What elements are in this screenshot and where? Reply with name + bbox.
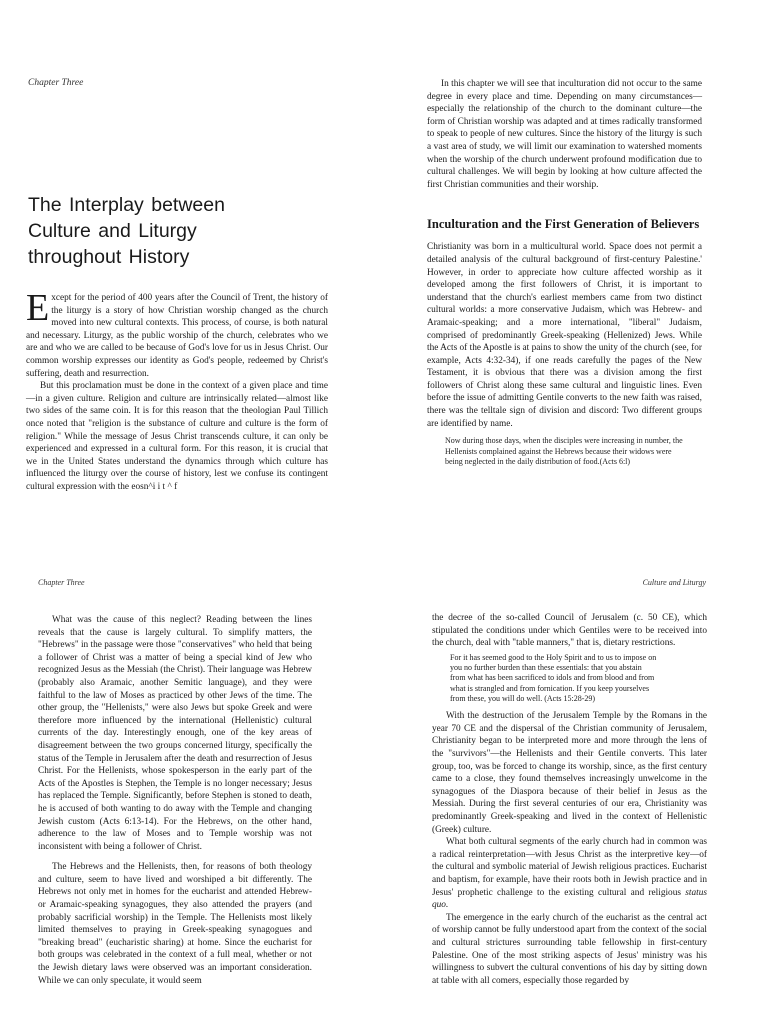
drop-cap: E: [26, 287, 50, 329]
running-head-bottom-left: Chapter Three: [38, 578, 85, 587]
chapter-title: [28, 192, 358, 270]
opening-paragraph: [26, 287, 328, 380]
quote-line: from what has been sacrificed to idols and from blood and from: [450, 673, 655, 683]
body-paragraph: The emergence in the early church of the eucharist as the central act of worship cannot be fully understood apart from the context of the social and cultural strictures surrounding table fellowship in first-century Palestine. One of the most striking aspects of Jesus' ministry was his willingness to subvert the cultural conventions of his day by sitting down at table with all comers, especially those regarded by: [432, 912, 707, 986]
quote-line: you no further burden than these essentials: that you abstain: [450, 663, 642, 673]
italic-phrase: status quo.: [432, 887, 707, 911]
body-paragraph: The Hebrews and the Hellenists, then, for reasons of both theology and culture, seem to have lived and worshiped a bit differently. The Hebrews not only met in homes for the eucharist and attended Hebrew- or Aramaic-speaking synagogues, they also attended the prayers (and probably sacrificial worship) in the Temple. The Hellenists most likely limited themselves to praying in Greek-speaking synagogues and "breaking bread" (eucharistic sharing) at home. Since the eucharist for both groups was celebrated in the context of a full meal, whether or not the Jewish dietary laws were observed was an important consideration. While we can only speculate, it would seem: [38, 862, 312, 986]
body-paragraph: the decree of the so-called Council of Jerusalem (c. 50 CE), which stipulated the conditions under which Gentiles were to be received into the church, deal with "table manners," that is, dietary restrictions.: [432, 613, 707, 649]
running-head-bottom-right: Culture and Liturgy: [642, 578, 706, 587]
quote-line: For it has seemed good to the Holy Spirit and to us to impose on: [450, 652, 657, 662]
body-paragraph: But this proclamation must be done in the context of a given place and time—in a given culture. Religion and culture are intrinsically related—almost like two sides of the same coin. It is for this reason that the theologian Paul Tillich once noted that "religion is the substance of culture and culture is the form of religion." While the message of Jesus Christ transcends culture, it can only be experienced and expressed in a cultural form. For this reason, it is crucial that we in the United States understand the dynamics through which culture has influenced the liturgy over the course of history, lest we confuse its contingent cultural expression with the eosn^i i t ^ f: [26, 381, 328, 492]
bottom-left-column: [38, 614, 312, 987]
chapter-title-line: The Interplay between: [28, 194, 225, 216]
top-left-column: [26, 287, 328, 494]
quote-line: from these, you will do well. (Acts 15:28-29): [450, 693, 596, 703]
body-paragraph: What was the cause of this neglect? Reading between the lines reveals that the cause is largely cultural. To simplify matters, the "Hebrews" in the passage were those "conservatives" who held that being a follower of Christ was a matter of being a special kind of Jew who recognized Jesus as the Messiah (the Christ). Their language was Hebrew (probably also Aramaic, another Semitic language), and they were faithful to the law of Moses as practiced by other Jews of the time. The other group, the "Hellenists," were also Jews but spoke Greek and were therefore more influenced by the international (Hellenistic) cultural currents of the day. Interestingly enough, one of the key areas of disagreement between the two groups concerned liturgy, specifically the status of the Temple in Jerusalem after the death and resurrection of Jesus Christ. For the Hellenists, whose spokesperson in the early part of the Acts of the Apostles is Stephen, the Temple is no longer necessary; Jesus has replaced the Temple. Significantly, before Stephen is stoned to death, he is accused of both wanting to do away with the Temple and changing Jewish custom (Acts 6:13-14). For the Hebrews, on the other hand, adherence to the law of Moses and to Temple worship was not inconsistent with being a follower of Christ.: [38, 615, 312, 852]
chapter-title-line: throughout History: [28, 246, 190, 268]
block-quote: Now during those days, when the disciples were increasing in number, the Hellenists complained against the Hebrews because their widows were being neglected in the daily distribution of food.(Acts 6:l): [445, 436, 683, 466]
body-paragraph: With the destruction of the Jerusalem Temple by the Romans in the year 70 CE and the dispersal of the Christian community of Jerusalem, Christianity began to be interpreted more and more through the lens of the "survivors"—the Hellenists and their Gentile converts. This later group, too, was be forced to change its worship, since, as the first century came to a close, they found themselves increasingly unwelcome in the synagogues of the Diaspora because of their belief in Jesus as the Messiah. During the first several centuries of our era, Christianity was predominantly Greek-speaking and lived in the context of Hellenistic (Greek) culture.: [432, 711, 707, 835]
top-right-column: [427, 78, 702, 467]
bottom-right-column: [432, 612, 707, 987]
running-head-top-left: Chapter Three: [28, 78, 84, 88]
chapter-title-line: Culture and Liturgy: [28, 220, 197, 242]
block-quote: [432, 653, 707, 704]
opening-paragraph-text: xcept for the period of 400 years after the Council of Trent, the history of the liturgy is a story of how Christian worship changed as the church moved into new cultural contexts. This process, of course, is both natural and necessary. Liturgy, as the public worship of the church, celebrates who we are and who we are called to be because of God's love for us in Jesus Christ. Our common worship expresses our identity as God's people, redeemed by Christ's suffering, death and resurrection.: [26, 293, 328, 379]
body-paragraph: Christianity was born in a multicultural world. Space does not permit a detailed analysis of the cultural background of first-century Palestine.' However, in order to appreciate how culture affected worship as it developed among the first followers of Christ, it is important to understand that the church's earliest members came from two distinct cultural worlds: a more conservative Judaism, which was Hebrew- and Aramaic-speaking; and a more international, "liberal" Judaism, comprised of predominantly Greek-speaking (Hellenized) Jews. While the Acts of the Apostle is at pains to show the unity of the church (see, for example, Acts 4:32-34), if one reads carefully the pages of the New Testament, it is obvious that there was a division among the first followers of Christ along these same cultural and linguistic lines. Even before the issue of admitting Gentile converts to the new faith was raised, there was the telltale sign of division and discord: Two different groups are identified by name.: [427, 242, 702, 429]
body-paragraph: [432, 836, 707, 912]
paragraph-text: What both cultural segments of the early church had in common was a radical reinterpretation—with Jesus Christ as the interpretive key—of the cultural and symbolic material of Jewish religious practices. Eucharist and baptism, for example, have their roots both in Jewish practice and in Jesus' prophetic challenge to the existing cultural and religious: [432, 837, 707, 898]
quote-line: what is strangled and from fornication. If you keep yourselves: [450, 683, 650, 693]
body-paragraph: In this chapter we will see that inculturation did not occur to the same degree in every place and time. Depending on many circumstances—especially the relationship of the church to the dominant culture—the form of Christian worship was adapted and at times radically transformed to speak to people of new cultures. Since the history of the liturgy is such a vast area of study, we will limit our examination to watershed moments when the worship of the church underwent profound modification due to cultural challenges. We will begin by looking at how culture affected the first Christian communities and their worship.: [427, 79, 702, 190]
section-heading: Inculturation and the First Generation of Believers: [427, 217, 700, 232]
